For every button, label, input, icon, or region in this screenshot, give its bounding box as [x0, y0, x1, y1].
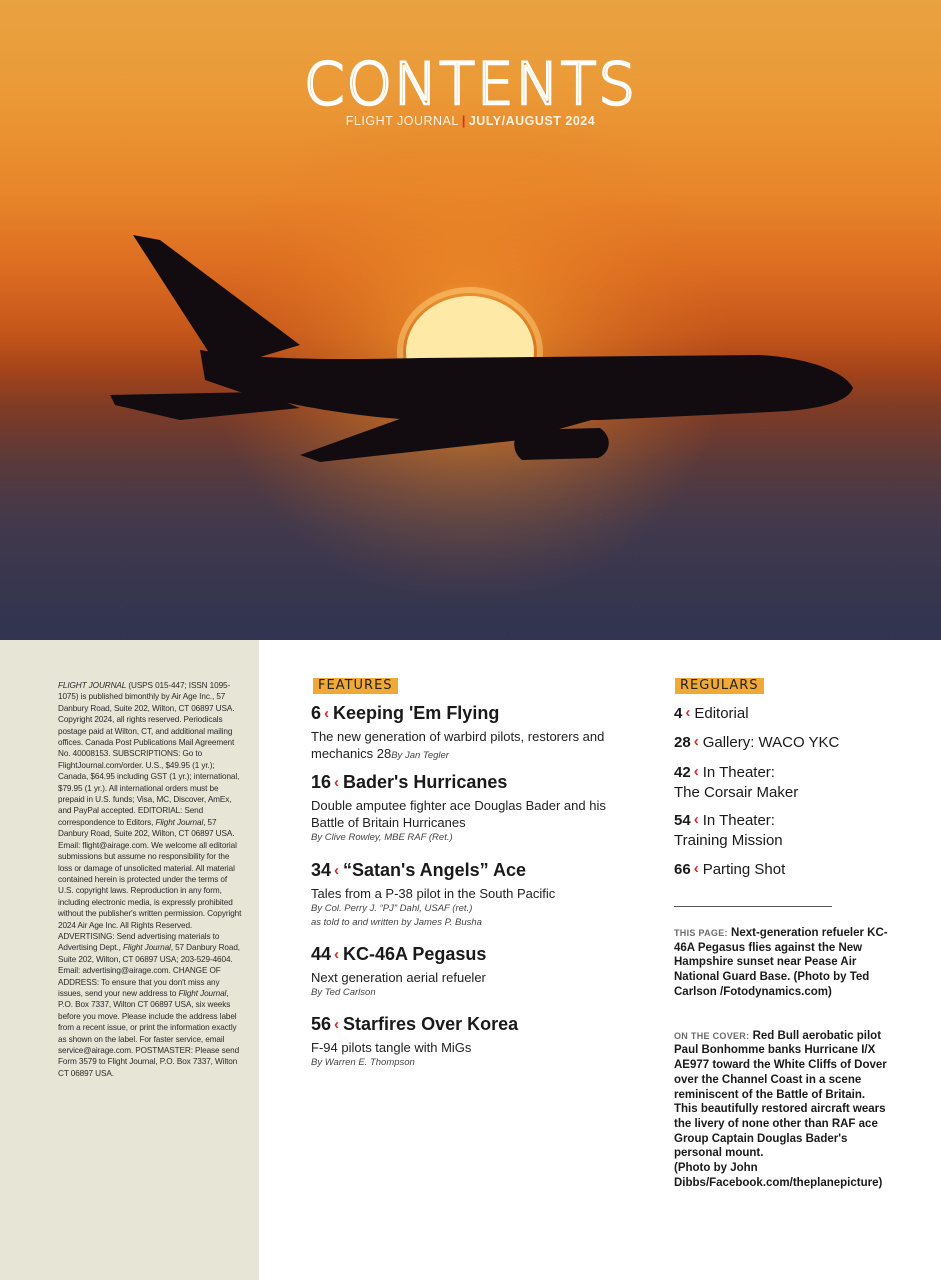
legal-text-segment: , 57 Danbury Road, Suite 202, Wilton, CT 06897 USA. Email: flight@airage.com. We welcome all editorial submissions but assume no responsibility for the loss or damage of unsolicited material. All material contained herein is protected under the terms of U.S. copyright laws. Reproduction in any form, including electronic media, is expressly prohibited without the publisher's written permission. Copyright 2024 Air Age Inc. All Rights Reserved. ADVERTISING: Send advertising materials to Advertising Dept.,: [58, 817, 242, 953]
regular-page: 66: [674, 861, 691, 878]
feature-title: “Satan's Angels” Ace: [343, 860, 527, 880]
legal-text-segment: Flight Journal: [155, 817, 204, 827]
cover-label: ON THE COVER:: [674, 1030, 750, 1041]
feature-title: Bader's Hurricanes: [343, 772, 508, 792]
regular-page: 42: [674, 764, 691, 781]
chevron-icon: ‹: [334, 1016, 340, 1033]
cover-caption: [674, 1014, 889, 1190]
chevron-icon: ‹: [693, 811, 699, 828]
regular-item[interactable]: [674, 733, 839, 753]
cover-text: Red Bull aerobatic pilot Paul Bonhomme banks Hurricane I/X AE977 toward the White Cliffs of Dover over the Channel Coast in a scene reminiscent of the Battle of Britain. This beautifully restored aircraft wears the livery of none other than RAF ace Group Captain Douglas Bader's personal mount. (Photo by John Dibbs/Facebook.com/theplanepicture): [674, 1029, 887, 1189]
page-title: CONTENTS: [303, 50, 638, 118]
issue-date: JULY/AUGUST 2024: [468, 114, 596, 128]
regular-title: In Theater:: [702, 764, 775, 781]
legal-text-segment: , P.O. Box 7337, Wilton CT 06897 USA, six weeks before you move. Please include the address label from a recent issue, or print the information exactly as shown on the label. For faster service, email service@airage.com. POSTMASTER: Please send Form 3579 to Flight Journal, P.O. Box 7337, Wilton CT 06897 USA.: [58, 988, 240, 1078]
feature-byline: By Ted Carlson: [311, 987, 376, 998]
feature-description: Tales from a P-38 pilot in the South Pacific: [311, 886, 556, 901]
legal-text-segment: Flight Journal: [123, 943, 171, 953]
feature-page: 16: [311, 772, 332, 792]
feature-title: Starfires Over Korea: [343, 1014, 519, 1034]
regular-title: Editorial: [694, 705, 749, 722]
regular-item[interactable]: [674, 811, 783, 851]
feature-item[interactable]: [311, 859, 611, 930]
feature-byline: By Col. Perry J. “PJ” Dahl, USAF (ret.): [311, 903, 473, 914]
legal-notice: [58, 680, 244, 1079]
legal-text-segment: (USPS 015-447; ISSN 1095-1075) is published bimonthly by Air Age Inc., 57 Danbury Road, Suite 202, Wilton, CT 06897 USA. Copyright 2024, all rights reserved. Periodicals postage paid at Wilton, CT, and additional mailing offices. Canada Post Publications Mail Agreement No. 40008153. SUBSCRIPTIONS: Go to FlightJournal.com/order. U.S., $49.95 (1 yr.); Canada, $64.95 including GST (1 yr.); international, $79.95 (1 yr.). All international orders must be prepaid in U.S. funds; Visa, MC, Discover, AmEx, and PayPal accepted. EDITORIAL: Send correspondence to Editors,: [58, 681, 240, 827]
legal-text-segment: , 57 Danbury Road, Suite 202, Wilton, CT 06897 USA; 203-529-4604. Email: advertising@airage.com. CHANGE OF ADDRESS: To ensure that you don't miss any issues, send your new address to: [58, 943, 240, 998]
chevron-icon: ‹: [685, 704, 691, 721]
feature-byline-secondary: as told to and written by James P. Busha: [311, 917, 482, 928]
this-page-caption: [674, 926, 889, 1000]
chevron-icon: ‹: [693, 733, 699, 750]
regular-page: 54: [674, 812, 691, 829]
feature-byline: By Clive Rowley, MBE RAF (Ret.): [311, 832, 453, 843]
masthead-sidebar: [0, 640, 259, 1280]
regular-page: 28: [674, 734, 691, 751]
legal-text-segment: FLIGHT JOURNAL: [58, 681, 127, 690]
chevron-icon: ‹: [693, 763, 699, 780]
this-page-text: Next-generation refueler KC-46A Pegasus flies against the New Hampshire sunset near Pease Air National Guard Base. (Photo by Ted Carlson /Fotodynamics.com): [674, 927, 888, 998]
feature-title: KC-46A Pegasus: [343, 944, 487, 964]
regular-title: Gallery: WACO YKC: [702, 734, 840, 751]
feature-page: 44: [311, 944, 332, 964]
regular-item[interactable]: [674, 860, 785, 880]
features-label: FEATURES: [313, 678, 398, 694]
publication-name: FLIGHT JOURNAL: [345, 114, 459, 128]
divider: [674, 906, 832, 907]
feature-byline: By Warren E. Thompson: [311, 1057, 415, 1068]
issue-line: [0, 114, 941, 128]
regular-title: In Theater:: [702, 812, 775, 829]
issue-separator: |: [461, 114, 466, 128]
regulars-label: REGULARS: [675, 678, 764, 694]
feature-item[interactable]: [311, 771, 611, 845]
feature-description: The new generation of warbird pilots, restorers and mechanics 28: [311, 729, 605, 761]
this-page-label: THIS PAGE:: [674, 928, 728, 938]
feature-description: F-94 pilots tangle with MiGs: [311, 1040, 472, 1055]
feature-item[interactable]: [311, 943, 611, 1000]
chevron-icon: ‹: [324, 705, 330, 722]
feature-title: Keeping 'Em Flying: [333, 703, 500, 723]
regular-item[interactable]: [674, 704, 749, 724]
regular-title: Parting Shot: [702, 861, 786, 878]
feature-item[interactable]: [311, 1013, 611, 1070]
feature-page: 56: [311, 1014, 332, 1034]
regular-subtitle: The Corsair Maker: [674, 784, 799, 801]
feature-description: Double amputee fighter ace Douglas Bader and his Battle of Britain Hurricanes: [311, 798, 606, 830]
chevron-icon: ‹: [693, 860, 699, 877]
feature-item[interactable]: [311, 702, 611, 763]
feature-description: Next generation aerial refueler: [311, 970, 486, 985]
feature-page: 6: [311, 703, 322, 723]
chevron-icon: ‹: [334, 946, 340, 963]
legal-text-segment: Flight Journal: [178, 988, 227, 998]
regular-page: 4: [674, 705, 683, 722]
feature-byline: By Jan Tegler: [391, 750, 449, 761]
regular-subtitle: Training Mission: [674, 832, 783, 849]
chevron-icon: ‹: [334, 862, 340, 879]
regular-item[interactable]: [674, 763, 798, 803]
chevron-icon: ‹: [334, 774, 340, 791]
feature-page: 34: [311, 860, 332, 880]
